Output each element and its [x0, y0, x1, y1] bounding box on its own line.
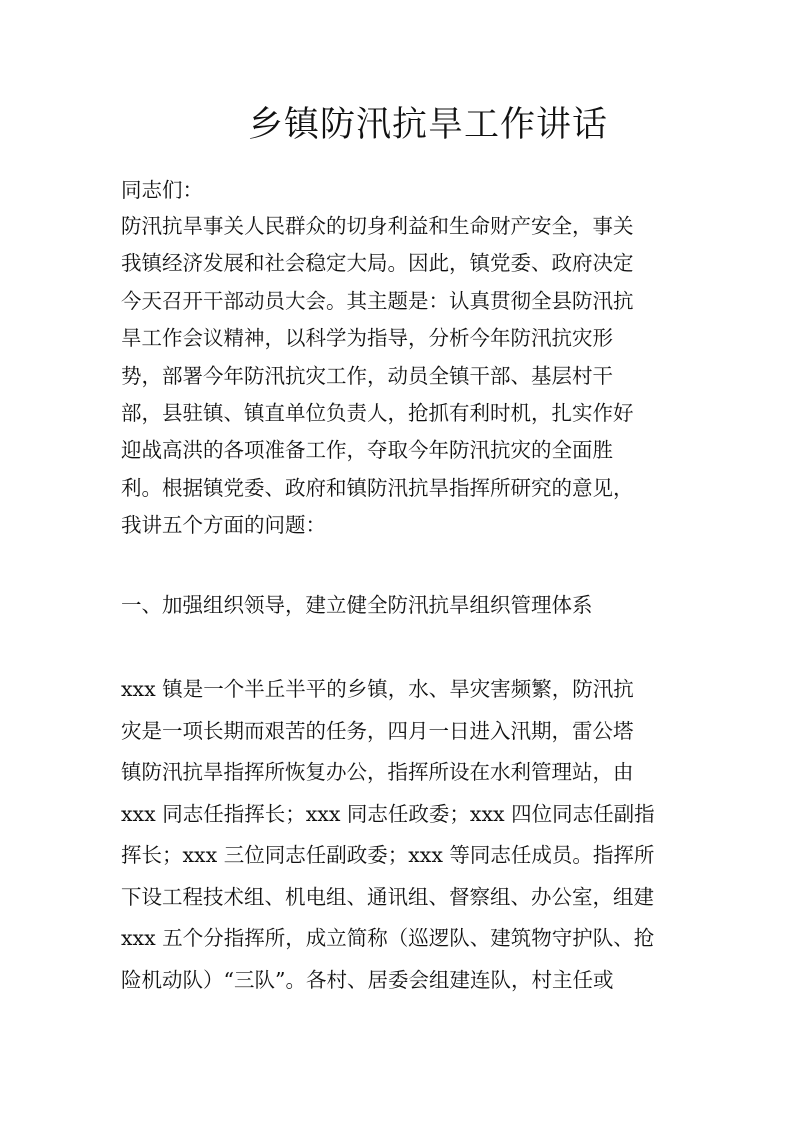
paragraph-line: 险机动队）“三队”。各村、居委会组建连队，村主任或: [121, 967, 614, 992]
paragraph-line: 挥长；xxx 三位同志任副政委；xxx 等同志任成员。指挥所: [121, 843, 655, 867]
paragraph-line: xxx 五个分指挥所，成立简称（巡逻队、建筑物守护队、抢: [121, 926, 655, 950]
paragraph-line: 灾是一项长期而艰苦的任务，四月一日进入汛期，雷公塔: [121, 718, 634, 743]
paragraph-line: 利。根据镇党委、政府和镇防汛抗旱指挥所研究的意见，: [121, 475, 634, 500]
section-heading-1: [121, 587, 681, 624]
paragraph-line: 下设工程技术组、机电组、通讯组、督察组、办公室，组建: [121, 884, 654, 909]
paragraph-line: 迎战高洪的各项准备工作，夺取今年防汛抗灾的全面胜: [121, 438, 613, 463]
section-heading-text: 一、加强组织领导，建立健全防汛抗旱组织管理体系: [121, 593, 593, 617]
salutation-text: 同志们：: [121, 178, 203, 202]
paragraph-line: 我镇经济发展和社会稳定大局。因此，镇党委、政府决定: [121, 251, 634, 276]
paragraph-line: 部，县驻镇、镇直单位负责人，抢抓有利时机，扎实作好: [121, 400, 634, 425]
paragraph-section-1: [121, 669, 681, 1001]
paragraph-line: xxx 同志任指挥长；xxx 同志任政委；xxx 四位同志任副指: [121, 801, 655, 826]
salutation: [121, 172, 681, 209]
paragraph-line: xxx 镇是一个半丘半平的乡镇，水、旱灾害频繁，防汛抗: [121, 677, 634, 701]
paragraph-intro: [121, 208, 681, 545]
paragraph-line: 镇防汛抗旱指挥所恢复办公，指挥所设在水利管理站，由: [121, 760, 634, 784]
paragraph-line: 防汛抗旱事关人民群众的切身利益和生命财产安全，事关: [121, 214, 634, 238]
paragraph-line: 旱工作会议精神，以科学为指导，分析今年防汛抗灾形: [121, 326, 613, 351]
paragraph-line: 今天召开干部动员大会。其主题是：认真贯彻全县防汛抗: [121, 288, 634, 313]
paragraph-line: 势，部署今年防汛抗灾工作，动员全镇干部、基层村干: [121, 363, 613, 388]
document-title: 乡镇防汛抗旱工作讲话: [248, 105, 609, 145]
paragraph-line: 我讲五个方面的问题：: [121, 513, 326, 538]
